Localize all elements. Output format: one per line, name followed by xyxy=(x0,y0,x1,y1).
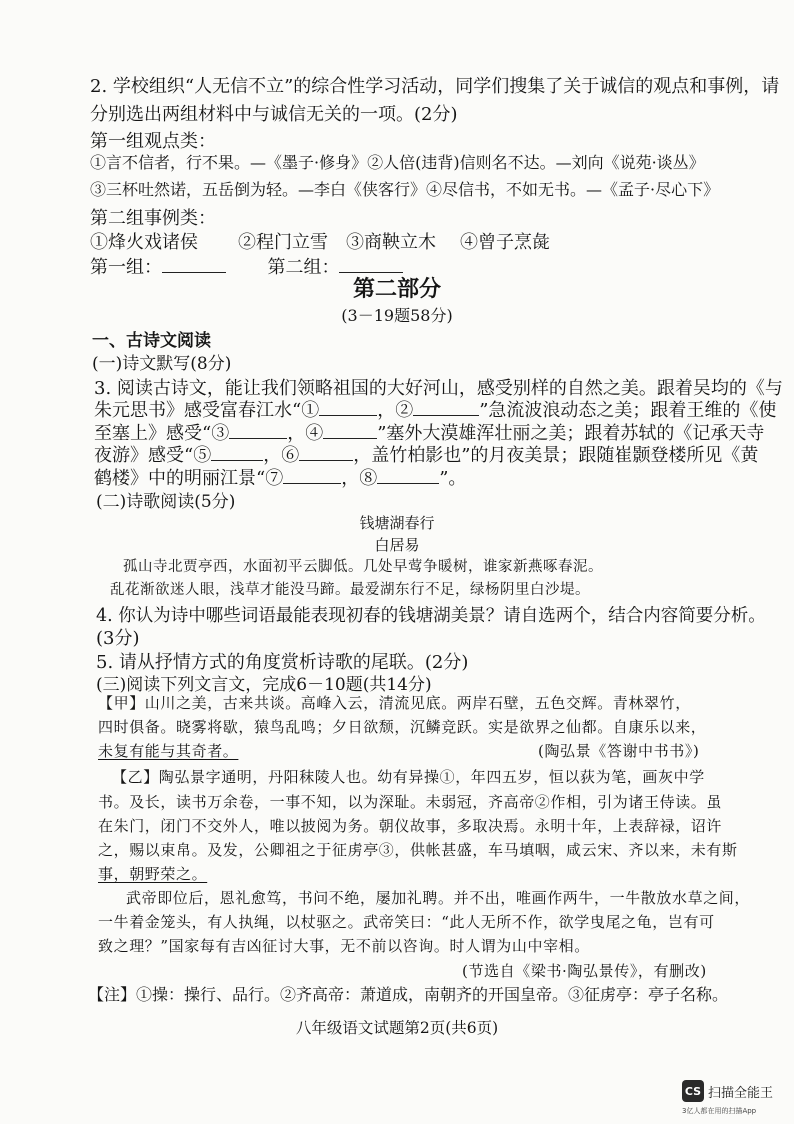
part2-subtitle: (3－19题58分) xyxy=(341,306,453,325)
section1-sub2: (二)诗歌阅读(5分) xyxy=(96,492,236,512)
scanner-tagline: 3亿人都在用的扫描App xyxy=(682,1107,757,1115)
q3-blank-4[interactable] xyxy=(323,420,377,439)
q2-group1-line1: ①言不信者，行不果。—《墨子·修身》②人倍(违背)信则名不达。—刘向《说苑·谈丛》 xyxy=(90,153,705,172)
q2-group1-title: 第一组观点类： xyxy=(90,131,216,152)
yi-line8: 致之理？”国家每有吉凶征讨大事，无不前以咨询。时人谓为山中宰相。 xyxy=(98,937,590,955)
yi-line1: 【乙】陶弘景字通明，丹阳秣陵人也。幼有异操①，年四五岁，恒以荻为笔，画灰中学 xyxy=(112,768,705,786)
q2-answer1-blank[interactable] xyxy=(162,254,226,273)
scanner-logo-icon: CS xyxy=(682,1080,704,1102)
q2-answer2-blank[interactable] xyxy=(339,254,403,273)
section1-sub3: (三)阅读下列文言文，完成6－10题(共14分) xyxy=(96,675,432,695)
q3-blank-5[interactable] xyxy=(211,442,263,461)
q3-blank-2[interactable] xyxy=(413,397,479,416)
q2-group1-line2: ③三杯吐然诺，五岳倒为轻。—李白《侠客行》④尽信书，不如无书。—《孟子·尽心下》 xyxy=(90,180,720,199)
q3-line3-text-a: 至塞上》感受“③ xyxy=(94,423,230,444)
q2-line1: 2. 学校组织“人无信不立”的综合性学习活动，同学们搜集了关于诚信的观点和事例，请 xyxy=(90,76,780,97)
q3-line5-text-a: 鹤楼》中的明丽江景“⑦ xyxy=(94,468,284,489)
yi-line4: 之，赐以束帛。及发，公卿祖之于征虏亭③，供帐甚盛，车马填咽，咸云宋、齐以来，未有斯 xyxy=(98,841,738,859)
q3-blank-1[interactable] xyxy=(319,397,377,416)
part2-title: 第二部分 xyxy=(352,276,441,302)
q3-blank-6[interactable] xyxy=(299,442,353,461)
q3-blank-8[interactable] xyxy=(377,465,439,484)
section1-title: 一、古诗文阅读 xyxy=(92,331,211,351)
scanner-watermark xyxy=(682,1080,786,1116)
q3-line2-text-a: 朱元思书》感受富春江水“① xyxy=(94,400,320,421)
q2-answer2-label: 第二组： xyxy=(267,257,340,278)
yi-line6: 武帝即位后，恩礼愈笃，书问不绝，屡加礼聘。并不出，唯画作两牛，一牛散放水草之间， xyxy=(126,889,751,907)
jia-line1: 【甲】山川之美，古来共谈。高峰入云，清流见底。两岸石壁，五色交辉。青林翠竹， xyxy=(98,694,691,712)
q3-line4-text-b: ，⑥ xyxy=(263,445,300,466)
q3-line5-text-b: ，⑧ xyxy=(341,468,378,489)
q4-line2: (3分) xyxy=(96,628,140,649)
poem-line2: 乱花渐欲迷人眼，浅草才能没马蹄。最爱湖东行不足，绿杨阴里白沙堤。 xyxy=(110,582,590,598)
q3-blank-7[interactable] xyxy=(283,465,341,484)
poem-author: 白居易 xyxy=(374,536,420,554)
q3-line2-text-c: ”急流波浪动态之美；跟着王维的《使 xyxy=(479,400,777,421)
q5-text: 5. 请从抒情方式的角度赏析诗歌的尾联。(2分) xyxy=(96,652,469,673)
yi-note: 【注】①操：操行、品行。②齐高帝：萧道成，南朝齐的开国皇帝。③征虏亭：亭子名称。 xyxy=(88,985,729,1004)
jia-line2: 四时俱备。晓雾将歇，猿鸟乱鸣；夕日欲颓，沉鳞竞跃。实是欲界之仙都。自康乐以来， xyxy=(98,718,707,736)
jia-line3: 未复有能与其奇者。 xyxy=(98,742,239,760)
q3-line5-text-c: ”。 xyxy=(439,468,467,489)
q2-group2-item-4: ④曾子烹彘 xyxy=(460,232,550,253)
section1-sub1: (一)诗文默写(8分) xyxy=(92,354,232,374)
q3-line1: 3. 阅读古诗文，能让我们领略祖国的大好河山，感受别样的自然之美。跟着吴均的《与 xyxy=(94,378,783,399)
yi-source: (节选自《梁书·陶弘景传》，有删改) xyxy=(462,962,707,980)
poem-line1: 孤山寺北贾亭西，水面初平云脚低。几处早莺争暖树，谁家新燕啄春泥。 xyxy=(123,559,603,575)
jia-source: (陶弘景《答谢中书书》) xyxy=(538,742,700,760)
yi-line2: 书。及长，读书万余卷，一事不知，以为深耻。未弱冠，齐高帝②作相，引为诸王侍读。虽 xyxy=(98,793,723,811)
page-footer: 八年级语文试题第2页(共6页) xyxy=(295,1019,499,1037)
q2-answer1-label: 第一组： xyxy=(90,257,162,278)
yi-line3: 在朱门，闭门不交外人，唯以披阅为务。朝仪故事，多取决焉。永明十年，上表辞禄，诏许 xyxy=(98,817,723,835)
q3-line3-text-b: ，④ xyxy=(287,423,324,444)
q2-group2-item-2: ②程门立雪 xyxy=(238,232,328,253)
q2-group2-item-1: ①烽火戏诸侯 xyxy=(90,232,198,253)
q2-group2-item-3: ③商鞅立木 xyxy=(346,232,436,253)
q3-line4-text-c: ，盖竹柏影也”的月夜美景；跟随崔颢登楼所见《黄 xyxy=(353,445,759,466)
yi-line7: 一牛着金笼头，有人执绳，以杖驱之。武帝笑曰：“此人无所不作，欲学曳尾之龟，岂有可 xyxy=(98,913,715,931)
q3-line2-text-b: ，② xyxy=(377,400,414,421)
scanner-name: 扫描全能王 xyxy=(708,1085,774,1101)
q4-line1: 4. 你认为诗中哪些词语最能表现初春的钱塘湖美景？请自选两个，结合内容简要分析。 xyxy=(96,606,766,626)
q3-line4-text-a: 夜游》感受“⑤ xyxy=(94,445,212,466)
q2-group2-title: 第二组事例类： xyxy=(90,208,216,229)
q3-blank-3[interactable] xyxy=(229,420,287,439)
q2-line2: 分别选出两组材料中与诚信无关的一项。(2分) xyxy=(90,104,458,125)
q3-line3-text-c: ”塞外大漠雄浑壮丽之美；跟着苏轼的《记承天寺 xyxy=(377,423,765,444)
yi-line5: 事，朝野荣之。 xyxy=(98,865,208,883)
poem-title: 钱塘湖春行 xyxy=(359,514,435,532)
